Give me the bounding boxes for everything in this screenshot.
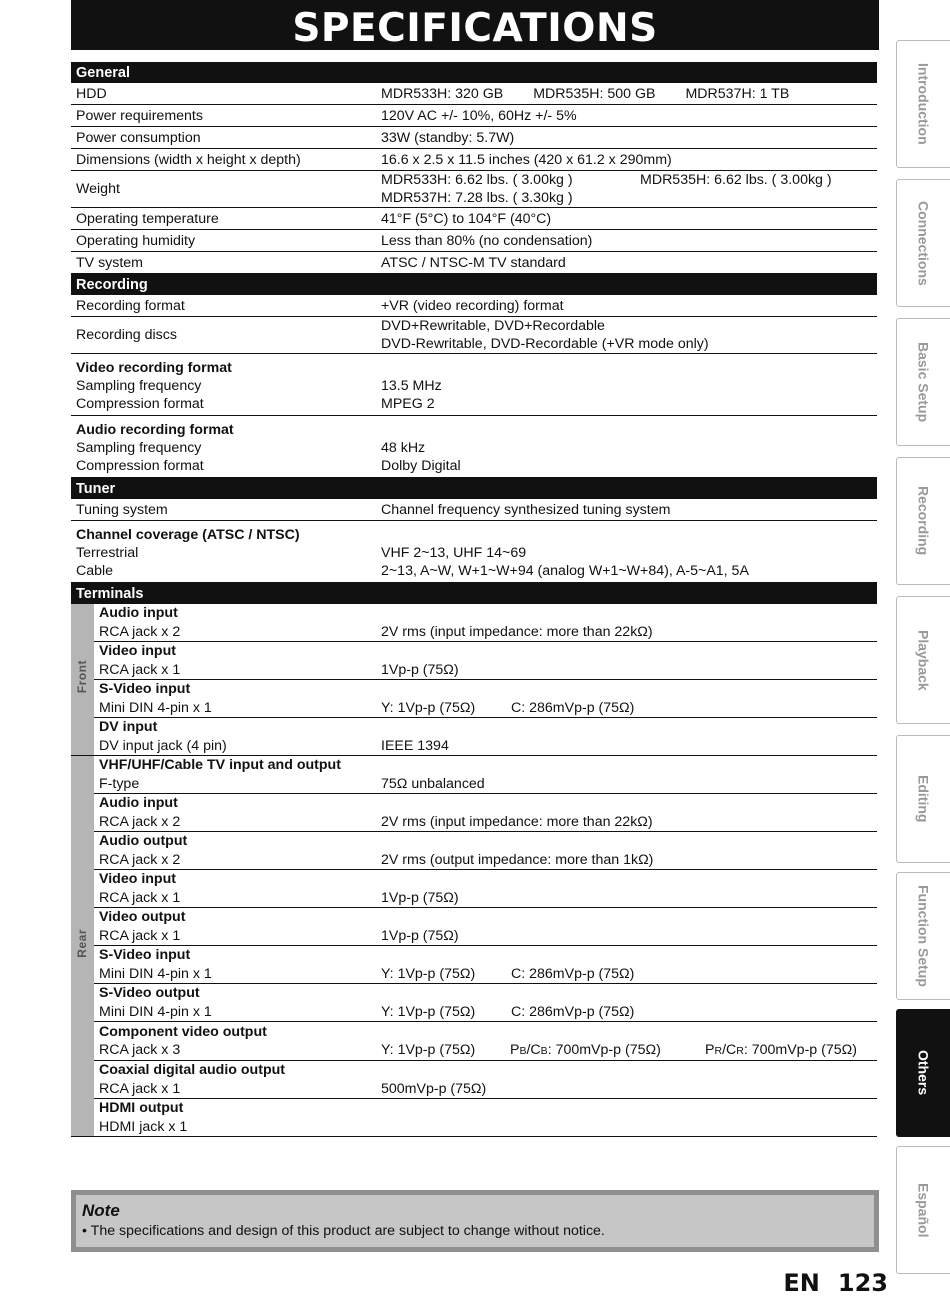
note-text: • The specifications and design of this product are subject to change without notice. [82, 1223, 605, 1239]
section-terminals: Terminals [71, 583, 877, 605]
terminal-front-dv-input: DV input DV input jack (4 pin) IEEE 1394 [71, 718, 877, 756]
spec-row-recording-format: Recording format +VR (video recording) format [71, 295, 877, 317]
specifications-table [71, 62, 877, 1137]
spec-row-weight: Weight MDR533H: 6.62 lbs. ( 3.00kg ) MDR535H: 6.62 lbs. ( 3.00kg ) MDR537H: 7.28 lbs. ( 3.30kg ) [71, 171, 877, 208]
tab-playback[interactable]: Playback [896, 596, 950, 724]
hdd-value-533: MDR533H: 320 GB [381, 86, 504, 102]
note-box [71, 1190, 879, 1252]
spec-row-operating-humidity: Operating humidity Less than 80% (no condensation) [71, 230, 877, 252]
terminal-rear-video-input: Video input RCA jack x 1 1Vp-p (75Ω) [71, 870, 877, 908]
hdd-value-535: MDR535H: 500 GB [533, 86, 656, 102]
spec-row-hdd: HDD MDR533H: 320 GB MDR535H: 500 GB MDR537H: 1 TB [71, 83, 877, 105]
spec-group-video-recording-format: Video recording format Sampling frequency Compression format 13.5 MHz MPEG 2 [71, 354, 877, 416]
weight-537: MDR537H: 7.28 lbs. ( 3.30kg ) [381, 190, 573, 206]
terminal-rear-hdmi-output: HDMI output HDMI jack x 1 [71, 1099, 877, 1137]
spec-row-power-requirements: Power requirements 120V AC +/- 10%, 60Hz +/- 5% [71, 105, 877, 127]
spec-row-tuning-system: Tuning system Channel frequency synthesized tuning system [71, 499, 877, 521]
spec-row-operating-temperature: Operating temperature 41°F (5°C) to 104°F (40°C) [71, 208, 877, 230]
terminal-rear-video-output: Video output RCA jack x 1 1Vp-p (75Ω) [71, 908, 877, 946]
terminal-rear-s-video-input: S-Video input Mini DIN 4-pin x 1 Y: 1Vp-p (75Ω) C: 286mVp-p (75Ω) [71, 946, 877, 984]
tab-editing[interactable]: Editing [896, 735, 950, 863]
spec-group-audio-recording-format: Audio recording format Sampling frequency Compression format 48 kHz Dolby Digital [71, 416, 877, 478]
spec-group-channel-coverage: Channel coverage (ATSC / NTSC) Terrestrial Cable VHF 2~13, UHF 14~69 2~13, A~W, W+1~W+94 (analog W+1~W+84), A-5~A1, 5A [71, 521, 877, 583]
tab-others[interactable]: Others [896, 1009, 950, 1137]
terminal-rear-audio-input: Audio input RCA jack x 2 2V rms (input impedance: more than 22kΩ) [71, 794, 877, 832]
page-number: 123 [837, 1269, 888, 1297]
spec-row-recording-discs: Recording discs DVD+Rewritable, DVD+Recordable DVD-Rewritable, DVD-Recordable (+VR mode only) [71, 317, 877, 354]
tab-introduction[interactable]: Introduction [896, 40, 950, 168]
weight-535: MDR535H: 6.62 lbs. ( 3.00kg ) [640, 172, 832, 188]
terminal-rear-component-video-output: Component video output RCA jack x 3 Y: 1Vp-p (75Ω) PB/CB: 700mVp-p (75Ω) PR/CR: 700mVp-p (75Ω) [71, 1022, 877, 1061]
tab-function-setup[interactable]: Function Setup [896, 872, 950, 1000]
page-footer [783, 1268, 888, 1298]
tab-connections[interactable]: Connections [896, 179, 950, 307]
section-recording: Recording [71, 274, 877, 296]
terminal-front-s-video-input: S-Video input Mini DIN 4-pin x 1 Y: 1Vp-p (75Ω) C: 286mVp-p (75Ω) [71, 680, 877, 718]
tab-espanol[interactable]: Español [896, 1146, 950, 1274]
spec-row-tv-system: TV system ATSC / NTSC-M TV standard [71, 252, 877, 274]
language-code: EN [783, 1269, 820, 1297]
terminal-front-audio-input: Front Audio input RCA jack x 2 2V rms (input impedance: more than 22kΩ) [71, 604, 877, 642]
hdd-value-537: MDR537H: 1 TB [685, 86, 790, 102]
terminal-front-video-input: Video input RCA jack x 1 1Vp-p (75Ω) [71, 642, 877, 680]
component-pb-value: PB/CB: 700mVp-p (75Ω) [510, 1041, 661, 1058]
weight-533: MDR533H: 6.62 lbs. ( 3.00kg ) [381, 172, 573, 188]
spec-row-dimensions: Dimensions (width x height x depth) 16.6 x 2.5 x 11.5 inches (420 x 61.2 x 290mm) [71, 149, 877, 171]
terminal-rear-s-video-output: S-Video output Mini DIN 4-pin x 1 Y: 1Vp-p (75Ω) C: 286mVp-p (75Ω) [71, 984, 877, 1022]
terminal-rear-coaxial-digital-audio-output: Coaxial digital audio output RCA jack x 1 500mVp-p (75Ω) [71, 1061, 877, 1099]
tab-recording[interactable]: Recording [896, 457, 950, 585]
rear-side-label: Rear [71, 756, 94, 1137]
spec-row-power-consumption: Power consumption 33W (standby: 5.7W) [71, 127, 877, 149]
note-title: Note [82, 1201, 120, 1220]
page-title: SPECIFICATIONS [71, 0, 879, 50]
terminal-rear-audio-output: Audio output RCA jack x 2 2V rms (output impedance: more than 1kΩ) [71, 832, 877, 870]
terminal-rear-rf-input-output: Rear VHF/UHF/Cable TV input and output F-type 75Ω unbalanced [71, 756, 877, 794]
front-side-label: Front [71, 604, 94, 756]
tab-basic-setup[interactable]: Basic Setup [896, 318, 950, 446]
section-tuner: Tuner [71, 478, 877, 500]
section-general: General [71, 62, 877, 83]
component-pr-value: PR/CR: 700mVp-p (75Ω) [705, 1041, 857, 1058]
